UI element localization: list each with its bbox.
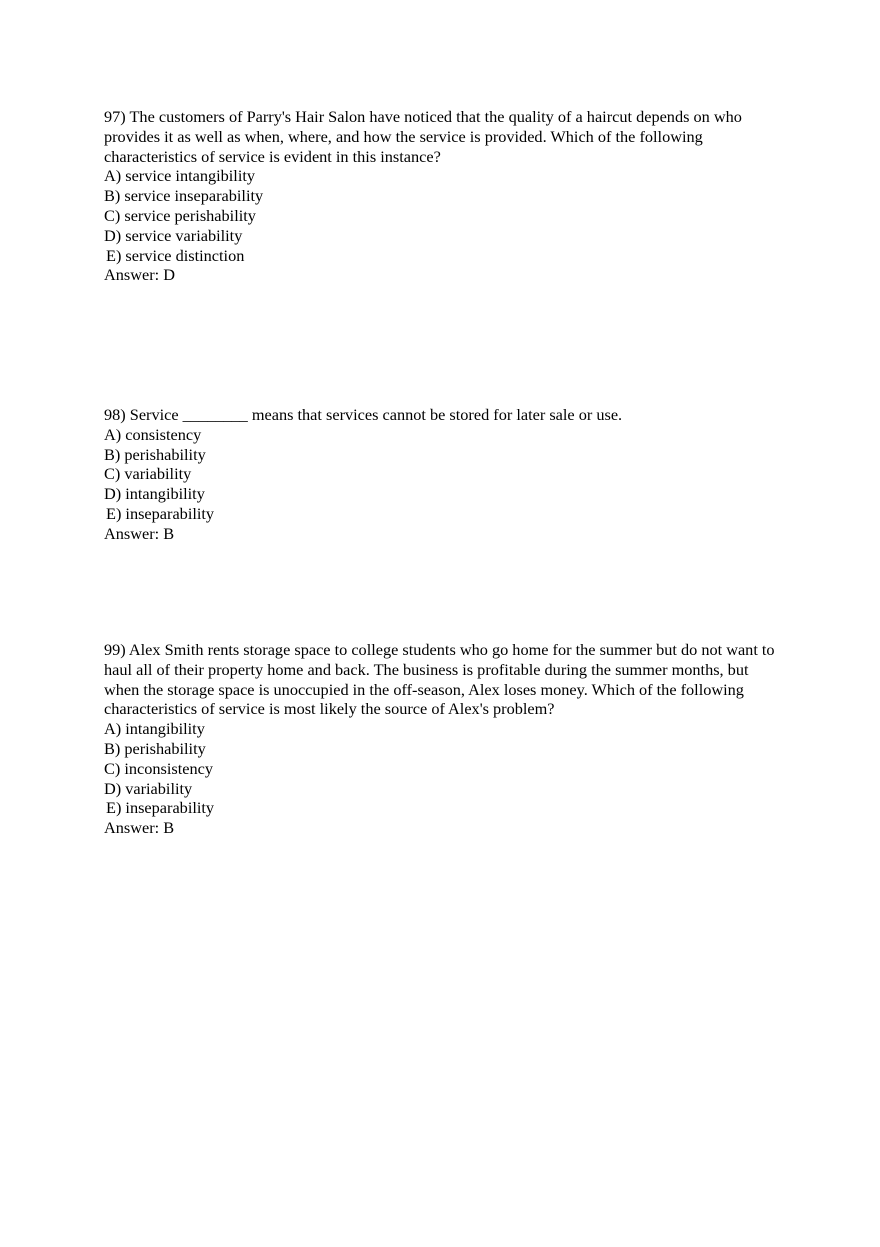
option-e: E) service distinction bbox=[106, 245, 245, 265]
option-d: D) variability bbox=[104, 778, 193, 798]
option-list bbox=[104, 166, 784, 265]
option-a: A) service intangibility bbox=[104, 166, 256, 186]
option-d: D) service variability bbox=[104, 225, 243, 245]
option-b: B) perishability bbox=[104, 444, 206, 464]
option-e: E) inseparability bbox=[106, 798, 215, 818]
answer-line: Answer: B bbox=[104, 818, 175, 838]
question-stem: 99) Alex Smith rents storage space to college students who go home for the summer but do not want to haul all of their property home and back. The business is profitable during the summer months, but when the storage space is unoccupied in the off-season, Alex loses money. Which of the following characteristics of service is most likely the source of Alex's problem? bbox=[104, 640, 775, 719]
option-c: C) inconsistency bbox=[104, 758, 213, 778]
option-c: C) variability bbox=[104, 464, 192, 484]
question-stem: 98) Service ________ means that services cannot be stored for later sale or use. bbox=[104, 405, 623, 424]
answer-line: Answer: D bbox=[104, 265, 175, 285]
option-list bbox=[104, 719, 784, 818]
option-c: C) service perishability bbox=[104, 205, 256, 225]
option-a: A) consistency bbox=[104, 424, 202, 444]
option-list bbox=[104, 425, 784, 524]
option-d: D) intangibility bbox=[104, 484, 205, 504]
question-99 bbox=[104, 640, 784, 838]
question-stem: 97) The customers of Parry's Hair Salon have noticed that the quality of a haircut depends on who provides it as well as when, where, and how the service is provided. Which of the following characteristics of service is evident in this instance? bbox=[104, 107, 742, 166]
option-b: B) perishability bbox=[104, 738, 206, 758]
answer-line: Answer: B bbox=[104, 523, 175, 543]
option-b: B) service inseparability bbox=[104, 186, 264, 206]
option-e: E) inseparability bbox=[106, 503, 215, 523]
option-a: A) intangibility bbox=[104, 719, 205, 739]
question-97 bbox=[104, 107, 784, 285]
question-98 bbox=[104, 405, 784, 544]
